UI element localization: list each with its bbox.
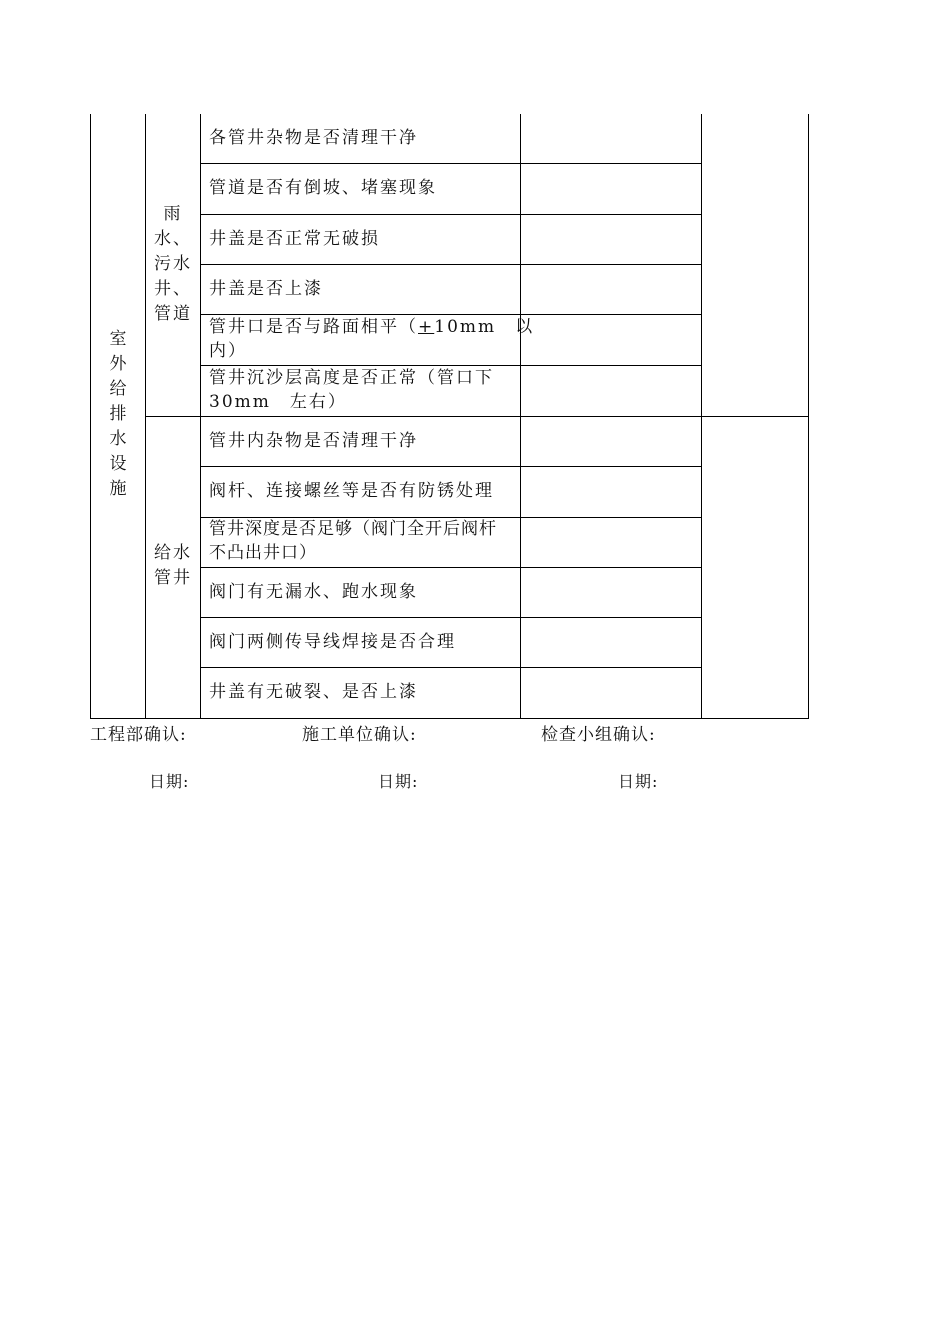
engineering-confirm-label: 工程部确认: bbox=[90, 725, 187, 745]
group-label-line: 雨 bbox=[163, 204, 183, 224]
check-item: 管井深度是否足够（阀门全开后阀杆 不凸出井口） bbox=[209, 519, 497, 563]
category-char: 排 bbox=[109, 404, 127, 424]
row-divider bbox=[200, 617, 701, 618]
check-item: 管井口是否与路面相平（+10mm 以 内） bbox=[209, 317, 535, 361]
category-label bbox=[91, 327, 145, 502]
group-label-line: 污水 bbox=[154, 254, 192, 274]
check-item: 管井内杂物是否清理干净 bbox=[209, 431, 418, 451]
category-char: 水 bbox=[109, 429, 127, 449]
category-char: 给 bbox=[109, 379, 127, 399]
group-label-line: 水、 bbox=[154, 229, 192, 249]
row-divider bbox=[200, 264, 701, 265]
check-item: 阀门两侧传导线焊接是否合理 bbox=[209, 632, 456, 652]
category-char: 外 bbox=[109, 354, 127, 374]
category-char: 施 bbox=[109, 479, 127, 499]
group-label-line: 给水 bbox=[154, 543, 192, 563]
check-item: 阀杆、连接螺丝等是否有防锈处理 bbox=[209, 481, 494, 501]
check-item: 管井沉沙层高度是否正常（管口下 30mm 左右） bbox=[209, 368, 494, 412]
row-divider bbox=[200, 567, 701, 568]
inspection-date-label: 日期: bbox=[618, 772, 659, 791]
group-label-line: 管井 bbox=[154, 568, 192, 588]
row-divider bbox=[200, 214, 701, 215]
contractor-confirm-label: 施工单位确认: bbox=[302, 725, 417, 745]
inspection-confirm-label: 检查小组确认: bbox=[541, 725, 656, 745]
engineering-date-label: 日期: bbox=[149, 772, 190, 791]
category-char: 室 bbox=[109, 329, 127, 349]
group-divider bbox=[145, 416, 809, 417]
category-char: 设 bbox=[109, 454, 127, 474]
row-divider bbox=[200, 163, 701, 164]
check-item: 各管井杂物是否清理干净 bbox=[209, 128, 418, 148]
row-divider bbox=[200, 667, 701, 668]
group-label-line: 井、 bbox=[154, 279, 192, 299]
check-item: 阀门有无漏水、跑水现象 bbox=[209, 582, 418, 602]
check-item: 管道是否有倒坡、堵塞现象 bbox=[209, 178, 437, 198]
table-border-bottom bbox=[90, 718, 809, 719]
group-label-line: 管道 bbox=[154, 304, 192, 324]
contractor-date-label: 日期: bbox=[378, 772, 419, 791]
group-label-rainwater bbox=[146, 202, 200, 327]
row-divider bbox=[200, 466, 701, 467]
check-item: 井盖是否正常无破损 bbox=[209, 229, 380, 249]
check-item: 井盖有无破裂、是否上漆 bbox=[209, 682, 418, 702]
group-label-water-supply bbox=[146, 541, 200, 591]
check-item: 井盖是否上漆 bbox=[209, 279, 323, 299]
